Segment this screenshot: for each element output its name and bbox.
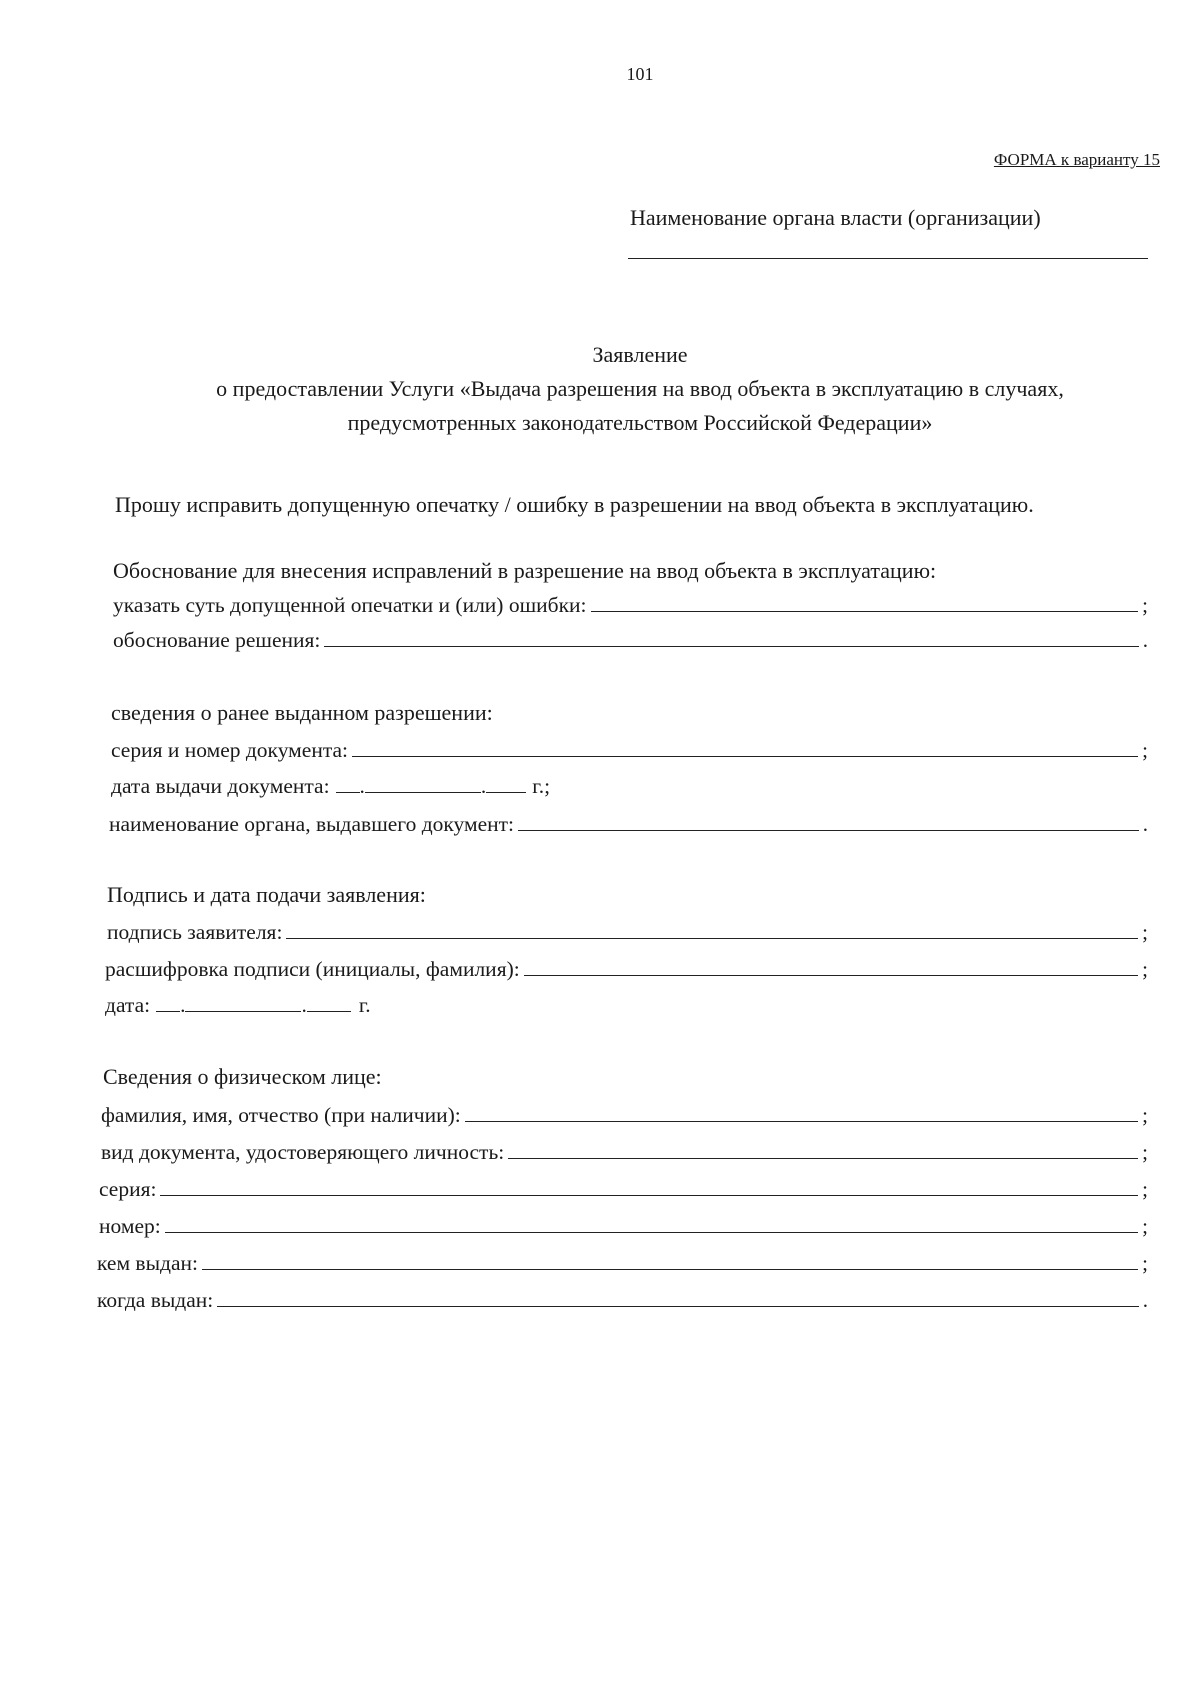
row-punct: ; bbox=[1142, 1251, 1148, 1275]
authority-input-line[interactable] bbox=[628, 258, 1148, 259]
error-essence-field[interactable] bbox=[591, 593, 1139, 612]
fio-row bbox=[101, 1103, 1148, 1128]
title-line-1: Заявление bbox=[592, 342, 688, 367]
signature-heading: Подпись и дата подачи заявления: bbox=[107, 882, 426, 907]
error-essence-label: указать суть допущенной опечатки и (или) ошибки: bbox=[113, 593, 587, 617]
signature-field[interactable] bbox=[286, 920, 1138, 939]
row-punct: ; bbox=[1142, 738, 1148, 762]
sign-date-label: дата: bbox=[105, 993, 151, 1017]
issue-date-suffix: г.; bbox=[532, 774, 551, 798]
row-punct: . bbox=[1142, 1288, 1148, 1312]
justification-heading: Обоснование для внесения исправлений в разрешение на ввод объекта в эксплуатацию: bbox=[113, 558, 937, 583]
number-row bbox=[99, 1214, 1148, 1239]
authority-label: Наименование органа власти (организации) bbox=[630, 205, 1041, 230]
fio-label: фамилия, имя, отчество (при наличии): bbox=[101, 1103, 461, 1127]
issue-date-row: дата выдачи документа: . . г.; bbox=[111, 774, 551, 798]
issued-when-label: когда выдан: bbox=[97, 1288, 214, 1312]
issue-day-field[interactable] bbox=[336, 774, 360, 793]
issue-year-field[interactable] bbox=[486, 774, 526, 793]
sign-date-suffix: г. bbox=[358, 993, 371, 1017]
series-row bbox=[99, 1177, 1148, 1202]
sign-day-field[interactable] bbox=[156, 993, 180, 1012]
row-punct: . bbox=[1142, 628, 1148, 652]
issued-when-field[interactable] bbox=[217, 1288, 1138, 1307]
series-field[interactable] bbox=[160, 1177, 1138, 1196]
row-punct: ; bbox=[1142, 1140, 1148, 1164]
row-punct: ; bbox=[1142, 920, 1148, 944]
issued-by-label: кем выдан: bbox=[97, 1251, 198, 1275]
row-punct: ; bbox=[1142, 1214, 1148, 1238]
form-label: ФОРМА к варианту 15 bbox=[993, 150, 1160, 169]
decoding-row bbox=[105, 957, 1148, 982]
series-number-label: серия и номер документа: bbox=[111, 738, 348, 762]
fio-field[interactable] bbox=[465, 1103, 1138, 1122]
series-number-field[interactable] bbox=[352, 738, 1138, 757]
number-label: номер: bbox=[99, 1214, 161, 1238]
issuer-label: наименование органа, выдавшего документ: bbox=[109, 812, 515, 836]
issue-month-field[interactable] bbox=[365, 774, 481, 793]
id-doc-row bbox=[101, 1140, 1148, 1165]
previous-permit-heading: сведения о ранее выданном разрешении: bbox=[111, 700, 493, 725]
issuer-row bbox=[109, 812, 1148, 837]
person-heading: Сведения о физическом лице: bbox=[103, 1064, 382, 1089]
row-punct: ; bbox=[1142, 1103, 1148, 1127]
sign-date-row: дата: . . г. bbox=[105, 993, 371, 1017]
decoding-label: расшифровка подписи (инициалы, фамилия): bbox=[105, 957, 520, 981]
sign-month-field[interactable] bbox=[185, 993, 301, 1012]
page-number: 101 bbox=[626, 64, 654, 84]
series-number-row bbox=[111, 738, 1148, 763]
decision-row bbox=[113, 628, 1148, 653]
title-line-2: о предоставлении Услуги «Выдача разрешения на ввод объекта в эксплуатацию в случаях, bbox=[216, 376, 1064, 401]
request-text: Прошу исправить допущенную опечатку / ошибку в разрешении на ввод объекта в эксплуатацию. bbox=[115, 492, 1034, 517]
row-punct: ; bbox=[1142, 957, 1148, 981]
row-punct: ; bbox=[1142, 1177, 1148, 1201]
number-field[interactable] bbox=[165, 1214, 1138, 1233]
row-punct: . bbox=[1142, 812, 1148, 836]
document-title bbox=[120, 338, 1160, 440]
id-doc-label: вид документа, удостоверяющего личность: bbox=[101, 1140, 505, 1164]
decision-label: обоснование решения: bbox=[113, 628, 321, 652]
sign-year-field[interactable] bbox=[307, 993, 351, 1012]
decoding-field[interactable] bbox=[524, 957, 1138, 976]
issued-when-row bbox=[97, 1288, 1148, 1313]
issued-by-row bbox=[97, 1251, 1148, 1276]
signature-label: подпись заявителя: bbox=[107, 920, 283, 944]
error-essence-row bbox=[113, 593, 1148, 618]
row-punct: ; bbox=[1142, 593, 1148, 617]
id-doc-field[interactable] bbox=[508, 1140, 1138, 1159]
issued-by-field[interactable] bbox=[202, 1251, 1138, 1270]
title-line-3: предусмотренных законодательством Российской Федерации» bbox=[347, 410, 933, 435]
signature-row bbox=[107, 920, 1148, 945]
issue-date-label: дата выдачи документа: bbox=[111, 774, 330, 798]
issuer-field[interactable] bbox=[518, 812, 1139, 831]
series-label: серия: bbox=[99, 1177, 157, 1201]
decision-field[interactable] bbox=[324, 628, 1138, 647]
